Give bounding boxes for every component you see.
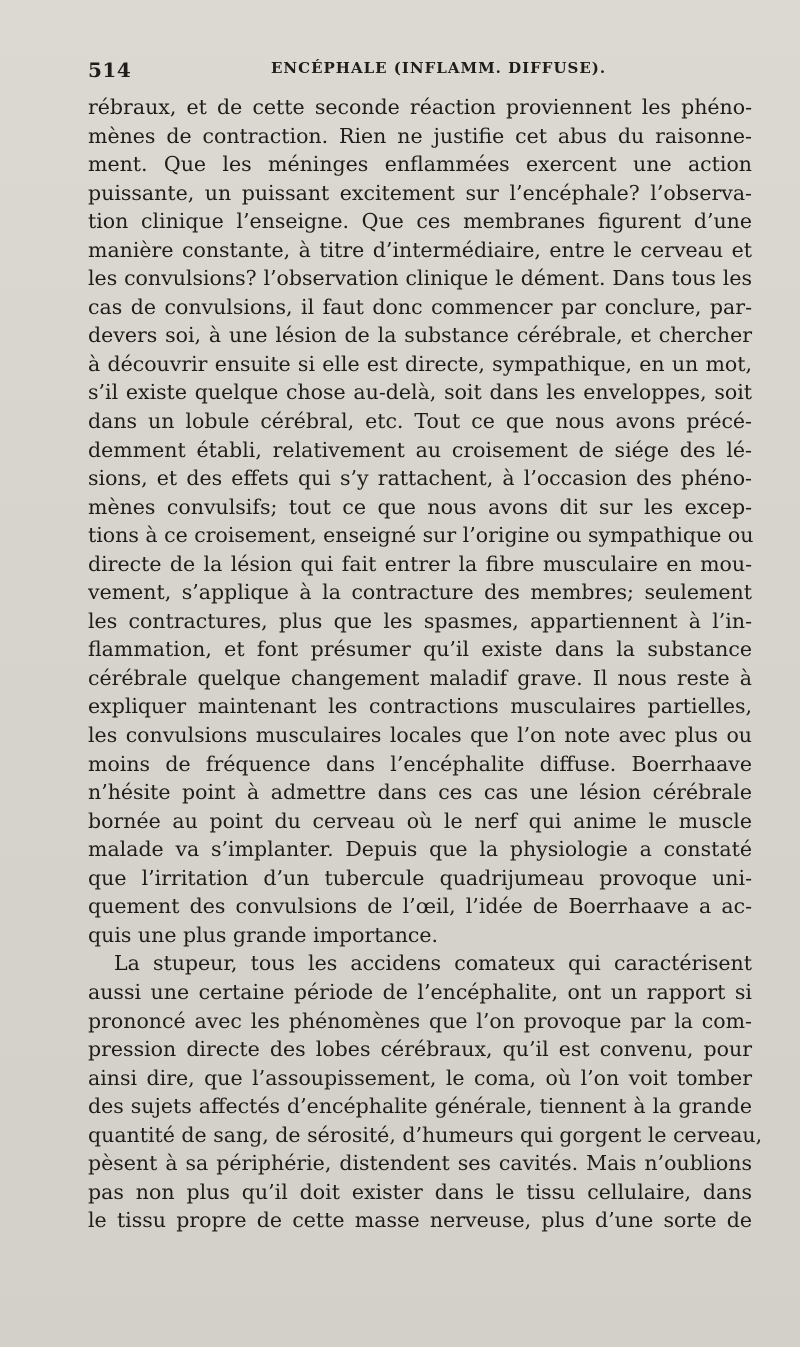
text-line: le tissu propre de cette masse nerveuse, plus d’une sorte de — [88, 1208, 752, 1233]
text-line: des sujets affectés d’encéphalite générale, tiennent à la grande — [88, 1094, 752, 1119]
text-line: sions, et des effets qui s’y rattachent, à l’occasion des phéno- — [88, 466, 752, 491]
paragraph-start-line: La stupeur, tous les accidens comateux qui caractérisent — [114, 951, 752, 976]
text-line: dans un lobule cérébral, etc. Tout ce que nous avons précé- — [88, 409, 752, 434]
text-line: puissante, un puissant excitement sur l’encéphale? l’observa- — [88, 180, 752, 205]
text-line: prononcé avec les phénomènes que l’on provoque par la com- — [88, 1008, 752, 1033]
text-line: quantité de sang, de sérosité, d’humeurs qui gorgent le cerveau, — [88, 1122, 763, 1147]
text-line: bornée au point du cerveau où le nerf qui anime le muscle — [88, 808, 752, 833]
text-line: manière constante, à titre d’intermédiaire, entre le cerveau et — [88, 237, 752, 262]
text-line: demment établi, relativement au croisement de siége des lé- — [88, 437, 752, 462]
text-line: ainsi dire, que l’assoupissement, le coma, où l’on voit tomber — [88, 1065, 752, 1090]
text-line: quement des convulsions de l’œil, l’idée de Boerrhaave a ac- — [88, 894, 752, 919]
text-line: pas non plus qu’il doit exister dans le tissu cellulaire, dans — [88, 1179, 752, 1204]
text-line: mènes convulsifs; tout ce que nous avons dit sur les excep- — [88, 494, 752, 519]
text-line: flammation, et font présumer qu’il existe dans la substance — [88, 637, 752, 662]
text-line: pèsent à sa périphérie, distendent ses cavités. Mais n’oublions — [88, 1151, 752, 1176]
text-line: directe de la lésion qui fait entrer la fibre musculaire en mou- — [88, 551, 752, 576]
text-line: aussi une certaine période de l’encéphalite, ont un rapport si — [88, 979, 752, 1004]
text-line: cas de convulsions, il faut donc commencer par conclure, par- — [88, 294, 752, 319]
text-line: pression directe des lobes cérébraux, qu’il est convenu, pour — [88, 1037, 752, 1062]
text-line: les contractures, plus que les spasmes, appartiennent à l’in- — [88, 608, 752, 633]
running-head: ENCÉPHALE (INFLAMM. DIFFUSE). — [271, 59, 607, 77]
text-line: s’il existe quelque chose au-delà, soit dans les enveloppes, soit — [88, 380, 752, 405]
page-header — [88, 58, 754, 90]
text-line: cérébrale quelque changement maladif grave. Il nous reste à — [88, 665, 752, 690]
text-line: rébraux, et de cette seconde réaction proviennent les phéno- — [88, 95, 752, 119]
text-line: à découvrir ensuite si elle est directe, sympathique, en un mot, — [88, 351, 752, 376]
body-text — [88, 93, 763, 1235]
text-line: moins de fréquence dans l’encéphalite diffuse. Boerrhaave — [88, 751, 752, 776]
text-line: que l’irritation d’un tubercule quadrijumeau provoque uni- — [88, 865, 752, 890]
text-line: vement, s’applique à la contracture des membres; seulement — [88, 580, 752, 605]
text-line: les convulsions musculaires locales que l’on note avec plus ou — [88, 723, 752, 748]
text-line: les convulsions? l’observation clinique le dément. Dans tous les — [88, 266, 752, 291]
text-line: expliquer maintenant les contractions musculaires partielles, — [88, 694, 752, 719]
text-line: ment. Que les méninges enflammées exercent une action — [88, 152, 752, 177]
text-line: devers soi, à une lésion de la substance cérébrale, et chercher — [88, 323, 752, 348]
text-line: tion clinique l’enseigne. Que ces membranes figurent d’une — [88, 209, 752, 234]
text-line: n’hésite point à admettre dans ces cas une lésion cérébrale — [88, 780, 752, 805]
text-line: quis une plus grande importance. — [88, 922, 439, 947]
text-line: mènes de contraction. Rien ne justifie cet abus du raisonne- — [88, 123, 752, 148]
text-line: tions à ce croisement, enseigné sur l’origine ou sympathique ou — [88, 523, 754, 548]
page-number: 514 — [88, 58, 132, 82]
text-line: malade va s’implanter. Depuis que la physiologie a constaté — [88, 837, 752, 862]
